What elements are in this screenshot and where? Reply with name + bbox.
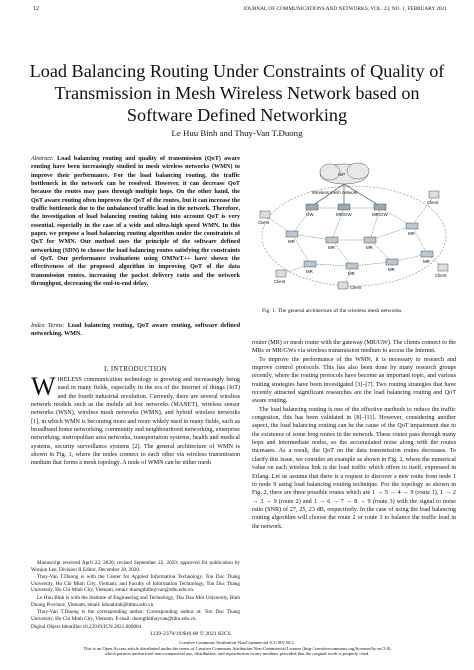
doi: Digital Object Identifier:10.23919/JCN.2021.000004	[31, 624, 142, 630]
svg-text:MR/GW: MR/GW	[336, 212, 352, 217]
svg-text:MR: MR	[366, 245, 373, 250]
paper-title: Load Balancing Routing Under Constraints of Quality of Transmission in Mesh Wireless Network based on Software Defined Networking	[29, 61, 445, 125]
abstract-label: Abstract:	[31, 156, 54, 162]
svg-text:MR/GW: MR/GW	[372, 212, 388, 217]
license-line-2: This is an Open Access article distributed under the terms of Creative Commons Attribution Non-Commercial License (http://creativecommons.org/licenses/by-nc/3.0)	[83, 645, 391, 651]
journal-header: JOURNAL OF COMMUNICATIONS AND NETWORKS, VOL. 23, NO. 1, FEBRUARY 2021	[243, 6, 447, 12]
wired-links	[312, 184, 380, 206]
introduction-body: IRELESS communication technology is growing and increasingly being used in many fields, especially in the era of the Internet of things (IoT) and the fourth industrial revolution. Currently, there are several wireless network models such as the mobile ad hoc networks (MANET), wireless sensor networks (WSN), wireless mesh networks (WMN), and hybrid wireless networks [1], in which WMN is becoming more and more widely used in many fields, such as broadband home networking, community and neighbourhood networking, enterprise networking, metropolitan area networks, transportation systems, health and medical systems, security surveillance systems [2]. The general architecture of WMN is shown in Fig. 1, where the nodes connect to each other via wireless transmission medium that forms a mesh topology. A node of WMN can be either mesh	[31, 377, 240, 467]
drop-cap: W	[31, 372, 56, 401]
paper-authors: Le Huu Binh and Thuy-Van T.Duong	[171, 128, 303, 138]
mesh-router-6	[346, 263, 358, 276]
copyright: 1229-2370/19/$10.00 © 2021 KICS	[150, 631, 231, 637]
client-3	[274, 270, 286, 284]
mr-gw-node-2	[372, 204, 388, 217]
paragraph-continuation: router (MR) or mesh router with the gateway (MR/GW). The clients connect to the MRs or MR/GWs via wireless transmission medium to access the Internet.	[252, 340, 456, 355]
wmn-label: Wireless mesh network	[312, 190, 358, 195]
footnote-author-binh: Le Huu Binh is with the Institute of Engineering and Technology, Thu Dau Mot University, Binh Duong Province, Vietnam, email: lehuubinh@tdmu.edu.vn.	[31, 594, 240, 608]
gateway-node	[306, 204, 318, 217]
section-heading-introduction: I. INTRODUCTION	[103, 366, 167, 373]
mesh-router-3	[364, 237, 376, 250]
index-terms-text: Load balancing routing, QoT aware routing, software defined networking, WMN.	[31, 323, 240, 338]
mesh-router-5	[304, 261, 316, 274]
footnote-author-duong: Thuy-Van T.Duong is with the Center for Applied Information Technology, Ton Duc Thang University, Ho Chi Minh City, Vietnam; and Faculty of Information Technology, Ton Duc Thang University, Ho Chi Minh City, Vietnam, email: duongthithuyvan@tdtu.edu.vn.	[31, 574, 240, 594]
client-5	[435, 264, 448, 278]
mesh-router-2	[326, 237, 338, 250]
mr-gw-node-1	[336, 204, 352, 217]
paragraph-load-balancing: The load balancing routing is one of the effective methods to reduce the traffic congestion, this has been validated in [8]–[11]. However, considering another aspect, the load balancing routing can be the cause of the QoT impairment due to the existence of some long routes in the network. These routes pass through many hops and intermediate nodes, so the accumulated noise along with the routes increases. As a result, the QoT on the data transmission routes decreases. To clarify this issue, we consider an example as shown in Fig. 2, where the numerical value on each wireless link is the load traffic which offers to itself, expressed in Erlang. Let us assume that there is a request to discover a new route from node 1 to node 9 using load balancing routing technique. For the topology as shown in Fig. 2, there are three possible routes which are 1 → 5 → 4 → 9 (route 1), 1 → 2 → 3 → 9 (route 2) and 1 → 6 → 7 → 8 → 9 (route 3) with the signal to noise ratio (SNR) of 27, 25, 23 dB, respectively. In the case of using the load balancing routing algorithm will choose the route 2 or route 3 to balance the traffic load in the network.	[252, 406, 456, 530]
figure-caption: Fig. 1. The general architecture of the wireless mesh networks.	[262, 308, 403, 314]
paragraph-performance: To improve the performance of the WMN, it is necessary to research and improve control protocols. This has also been done by many research groups recently, where the routing protocols have become an important topic, and various routing strategies have been investigated [3]–[7]. Two routing strategies that have recently attracted significant researches are the load balancing routing and QoT aware routing.	[252, 356, 456, 405]
index-terms	[31, 322, 240, 339]
svg-text:Client: Client	[427, 200, 439, 205]
isp-cloud	[320, 163, 369, 184]
svg-text:Client: Client	[274, 279, 286, 284]
license-line-3: which permits unrestricted non-commercial use, distribution, and reproduction in any medium, provided that the original work is properly cited.	[104, 651, 370, 657]
client-4	[338, 282, 362, 290]
license-notice	[20, 640, 454, 657]
right-column-text	[252, 339, 456, 531]
svg-text:Client: Client	[350, 285, 362, 290]
mesh-router-7	[386, 259, 398, 272]
introduction-text	[31, 372, 240, 468]
figure-wmn-architecture	[252, 156, 456, 296]
abstract	[31, 155, 240, 289]
svg-text:Client: Client	[435, 273, 447, 278]
footnotes	[31, 560, 240, 623]
footnote-corresponding: Thuy-Van T.Duong is the corresponding author. Corresponding author at: Ton Duc Thang University, Ho Chi Minh City, Vietnam. E-mail: duongthithuyvan@tdtu.edu.vn.	[31, 609, 240, 622]
mesh-router-4	[406, 223, 418, 236]
svg-text:Client: Client	[258, 220, 270, 225]
client-2	[427, 191, 439, 205]
svg-text:MR: MR	[306, 269, 313, 274]
license-line-1: Creative Commons Attribution-NonCommercial (CC BY-NC).	[179, 640, 295, 645]
svg-text:MR: MR	[423, 259, 430, 264]
page-number: 12	[33, 6, 39, 12]
svg-text:GW: GW	[306, 212, 314, 217]
svg-text:MR: MR	[408, 231, 415, 236]
svg-text:MR: MR	[328, 245, 335, 250]
client-1	[258, 211, 270, 225]
footnote-manuscript: Manuscript received April 22, 2020; revised September 22, 2020; approved for publication by Wonjun Lee, Division II Editor, December 28, 2020.	[31, 560, 240, 573]
svg-text:MR: MR	[288, 239, 295, 244]
abstract-text: Load balancing routing and quality of transmission (QoT) aware routing have been increasingly studied in mesh wireless networks (WMN) to improve their performance. For the load balancing routing, the traffic bottleneck in the network can be resolved. However, it can decrease QoT because the routes may pass through multiple hops. On the other hand, the QoT aware routing often improves the QoT of the routes, but it can increase the traffic bottleneck due to the unbalanced traffic load in the network. Therefore, the investigation of load balancing routing taking into account QoT is very essential, especially in the case of a wide and ultra-high speed WMN. In this paper, we propose a load balancing routing algorithm under the constraints of QoT for WMN. Our method uses the principle of the software defined networking (SDN) to choose the load balancing routes satisfying the constraints of QoT. Our performance evaluations using OMNeT++ have shown the effectiveness of the proposed algorithm in improving QoT of the data transmission routes, increasing the packet delivery ratio and the network throughput, decreasing the end-to-end delay.	[31, 156, 240, 288]
svg-text:MR: MR	[348, 271, 355, 276]
svg-text:MR: MR	[388, 267, 395, 272]
isp-label: ISP	[338, 172, 346, 177]
mesh-router-1	[286, 231, 298, 244]
index-terms-label: Index Terms:	[31, 323, 65, 329]
